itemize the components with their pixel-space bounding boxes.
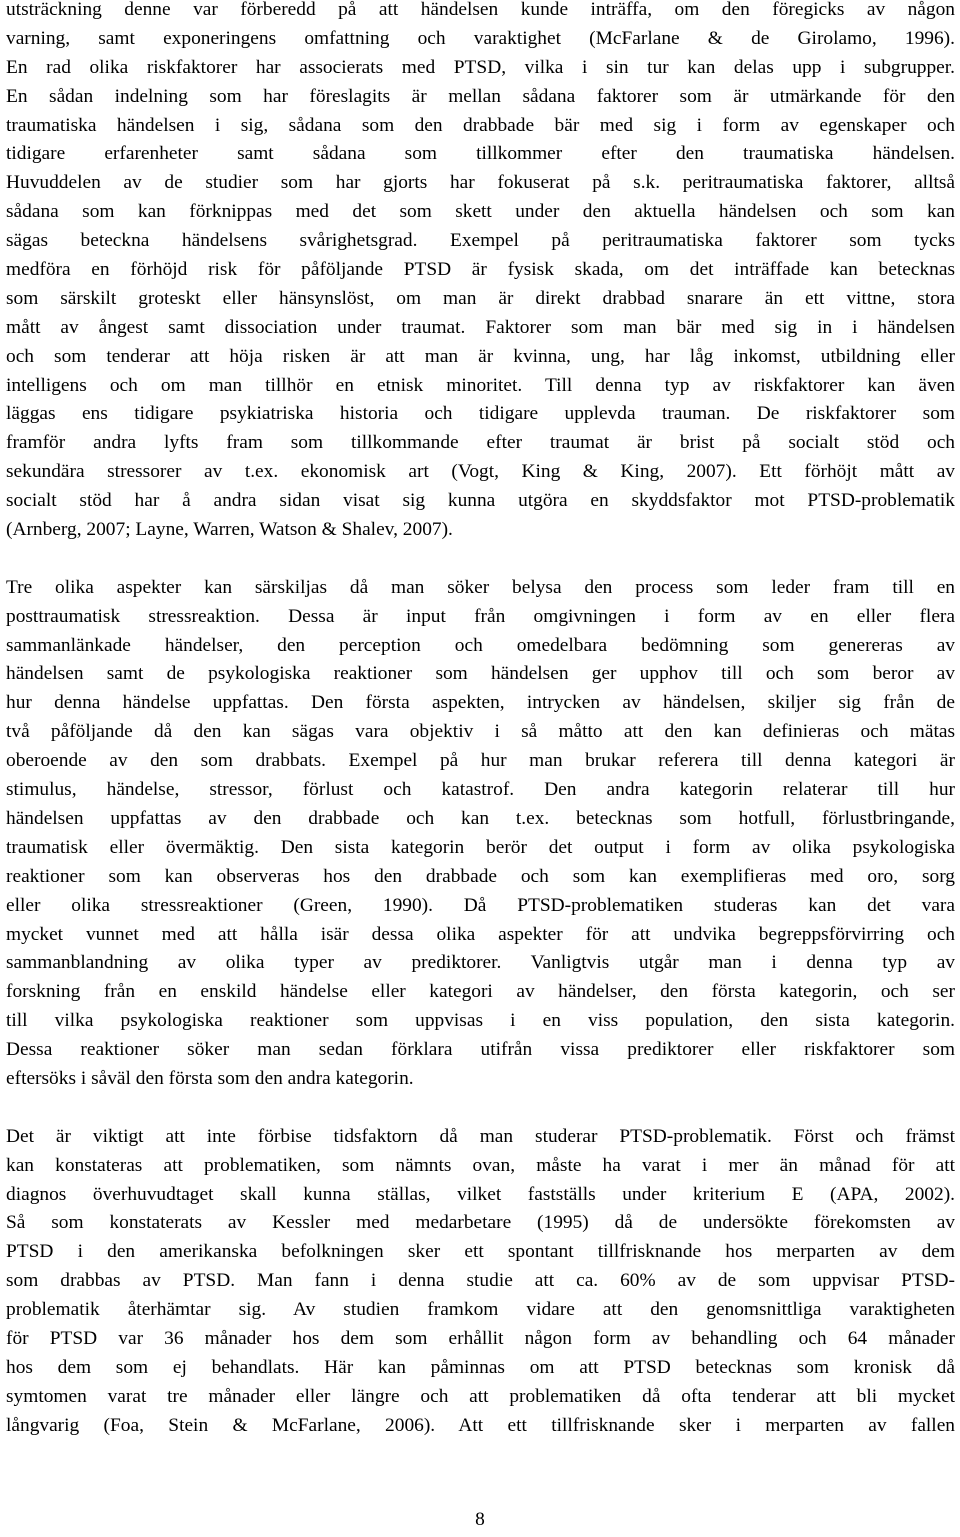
document-page xyxy=(6,0,955,1441)
text-line: PTSD i den amerikanska befolkningen sker ett spontant tillfrisknande hos merparten av dem xyxy=(6,1241,955,1263)
text-line: forskning från en enskild händelse eller kategori av händelser, den första kategorin, och ser xyxy=(6,981,955,1003)
paragraph-gap xyxy=(6,1094,955,1123)
text-line: och som tenderar att höja risken är att man är kvinna, ung, har låg inkomst, utbildning eller xyxy=(6,345,955,367)
text-line: problematik återhämtar sig. Av studien framkom vidare att den genomsnittliga varaktigheten xyxy=(6,1299,955,1321)
text-line: En sådan indelning som har föreslagits är mellan sådana faktorer som är utmärkande för den xyxy=(6,85,955,107)
paragraph xyxy=(6,0,955,545)
text-line: händelsen samt de psykologiska reaktioner som händelsen ger upphov till och som beror av xyxy=(6,663,955,685)
text-line: Huvuddelen av de studier som har gjorts har fokuserat på s.k. peritraumatiska faktorer, alltså xyxy=(6,172,955,194)
text-line: kan konstateras att problematiken, som nämnts ovan, måste ha varat i mer än månad för att xyxy=(6,1154,955,1176)
text-line: Dessa reaktioner söker man sedan förklara utifrån vissa prediktorer eller riskfaktorer som xyxy=(6,1039,955,1061)
text-line: traumatisk eller övermäktig. Den sista kategorin berör det output i form av olika psykologiska xyxy=(6,836,955,858)
paragraph xyxy=(6,574,955,1094)
paragraph xyxy=(6,1123,955,1441)
text-line: tidigare erfarenheter samt sådana som tillkommer efter den traumatiska händelsen. xyxy=(6,143,955,165)
text-line: läggas ens tidigare psykiatriska historia och tidigare upplevda trauman. De riskfaktorer som xyxy=(6,403,955,425)
text-line: Det är viktigt att inte förbise tidsfaktorn då man studerar PTSD-problematik. Först och främst xyxy=(6,1125,955,1147)
text-line: posttraumatisk stressreaktion. Dessa är input från omgivningen i form av en eller flera xyxy=(6,605,955,627)
paragraph-gap xyxy=(6,545,955,574)
body-text xyxy=(6,0,955,1441)
text-line: hos dem som ej behandlats. Här kan påminnas om att PTSD betecknas som kronisk då xyxy=(6,1356,955,1378)
text-line: utsträckning denne var förberedd på att händelsen kunde inträffa, om den föregicks av någon xyxy=(6,0,955,20)
text-line: (Arnberg, 2007; Layne, Warren, Watson & Shalev, 2007). xyxy=(6,519,453,541)
text-line: sammanblandning av olika typer av prediktorer. Vanligtvis utgår man i denna typ av xyxy=(6,952,955,974)
text-line: som drabbas av PTSD. Man fann i denna studie att ca. 60% av de som uppvisar PTSD- xyxy=(6,1270,955,1292)
text-line: mycket vunnet med att hålla isär dessa olika aspekter för att undvika begreppsförvirring och xyxy=(6,923,955,945)
text-line: Så som konstaterats av Kessler med medarbetare (1995) då de undersökte förekomsten av xyxy=(6,1212,955,1234)
text-line: En rad olika riskfaktorer har associerats med PTSD, vilka i sin tur kan delas upp i subgrupper. xyxy=(6,56,955,78)
text-line: eftersöks i såväl den första som den andra kategorin. xyxy=(6,1067,414,1089)
text-line: Tre olika aspekter kan särskiljas då man söker belysa den process som leder fram till en xyxy=(6,576,955,598)
text-line: sekundära stressorer av t.ex. ekonomisk art (Vogt, King & King, 2007). Ett förhöjt mått av xyxy=(6,461,955,483)
text-line: intelligens och om man tillhör en etnisk minoritet. Till denna typ av riskfaktorer kan även xyxy=(6,374,955,396)
text-line: eller olika stressreaktioner (Green, 1990). Då PTSD-problematiken studeras kan det vara xyxy=(6,894,955,916)
text-line: framför andra lyfts fram som tillkommande efter traumat är brist på socialt stöd och xyxy=(6,432,955,454)
text-line: som särskilt groteskt eller hänsynslöst, om man är direkt drabbad snarare än ett vittne, stora xyxy=(6,287,955,309)
text-line: till vilka psykologiska reaktioner som uppvisas i en viss population, den sista kategorin. xyxy=(6,1010,955,1032)
text-line: två påföljande då den kan sägas vara objektiv i så måtto att den kan definieras och mätas xyxy=(6,721,955,743)
text-line: medföra en förhöjd risk för påföljande PTSD är fysisk skada, om det inträffade kan betecknas xyxy=(6,259,955,281)
text-line: socialt stöd har å andra sidan visat sig kunna utgöra en skyddsfaktor mot PTSD-problematik xyxy=(6,490,955,512)
text-line: reaktioner som kan observeras hos den drabbade och som kan exemplifieras med oro, sorg xyxy=(6,865,955,887)
text-line: oberoende av den som drabbats. Exempel på hur man brukar referera till denna kategori är xyxy=(6,750,955,772)
text-line: långvarig (Foa, Stein & McFarlane, 2006). Att ett tillfrisknande sker i merparten av fallen xyxy=(6,1414,955,1436)
text-line: händelsen uppfattas av den drabbade och kan t.ex. betecknas som hotfull, förlustbringande, xyxy=(6,807,955,829)
text-line: varning, samt exponeringens omfattning och varaktighet (McFarlane & de Girolamo, 1996). xyxy=(6,27,955,49)
text-line: sägas beteckna händelsens svårighetsgrad. Exempel på peritraumatiska faktorer som tycks xyxy=(6,230,955,252)
text-line: hur denna händelse uppfattas. Den första aspekten, intrycken av händelsen, skiljer sig från de xyxy=(6,692,955,714)
page-number: 8 xyxy=(475,1509,485,1530)
text-line: traumatiska händelsen i sig, sådana som den drabbade bär med sig i form av egenskaper och xyxy=(6,114,955,136)
text-line: för PTSD var 36 månader hos dem som erhållit någon form av behandling och 64 månader xyxy=(6,1327,955,1349)
text-line: symtomen varat tre månader eller längre och att problematiken då ofta tenderar att bli mycket xyxy=(6,1385,955,1407)
text-line: diagnos överhuvudtaget skall kunna ställas, vilket fastställs under kriterium E (APA, 2002). xyxy=(6,1183,955,1205)
text-line: sammanlänkade händelser, den perception och omedelbara bedömning som genereras av xyxy=(6,634,955,656)
text-line: stimulus, händelse, stressor, förlust och katastrof. Den andra kategorin relaterar till hur xyxy=(6,779,955,801)
text-line: mått av ångest samt dissociation under traumat. Faktorer som man bär med sig in i händelsen xyxy=(6,316,955,338)
text-line: sådana som kan förknippas med det som skett under den aktuella händelsen och som kan xyxy=(6,201,955,223)
